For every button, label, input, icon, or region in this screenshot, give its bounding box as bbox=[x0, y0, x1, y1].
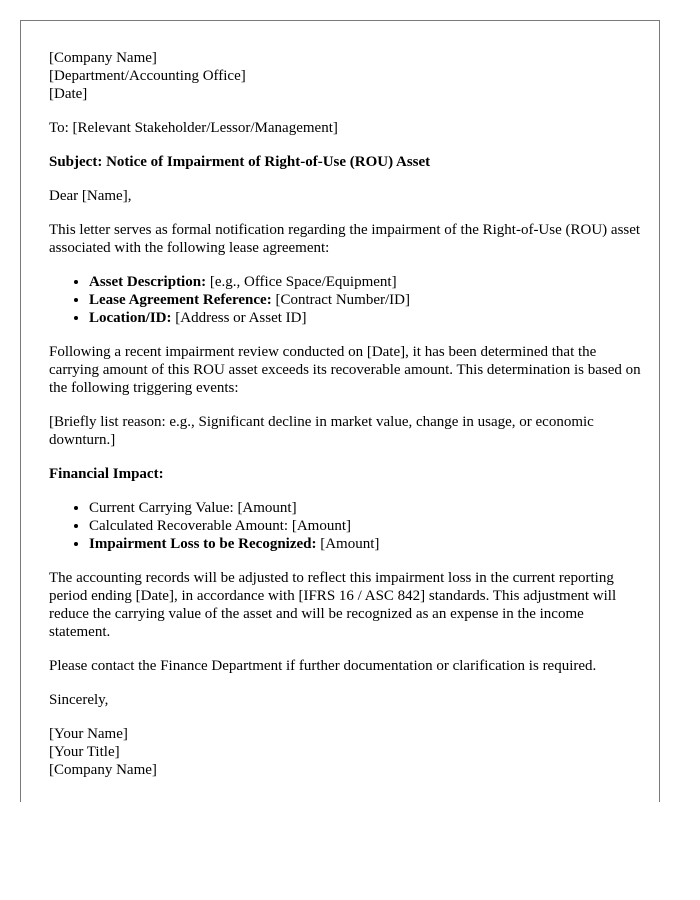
lease-reference-value: [Contract Number/ID] bbox=[271, 292, 410, 308]
review-paragraph: Following a recent impairment review conducted on [Date], it has been determined that the carrying amount of this ROU asset exceeds its recoverable amount. This determination is based on the following triggering events: bbox=[49, 344, 641, 396]
signature-block bbox=[49, 725, 645, 779]
impairment-loss-label: Impairment Loss to be Recognized: bbox=[89, 536, 317, 552]
list-item bbox=[89, 309, 645, 327]
financial-list bbox=[49, 499, 645, 553]
location-value: [Address or Asset ID] bbox=[171, 310, 307, 326]
department: [Department/Accounting Office] bbox=[49, 68, 246, 84]
letter-page bbox=[20, 20, 660, 802]
lease-reference-label: Lease Agreement Reference: bbox=[89, 292, 272, 308]
intro-paragraph: This letter serves as formal notification regarding the impairment of the Right-of-Use (ROU) asset associated with the following lease agreement: bbox=[49, 222, 641, 256]
company-name: [Company Name] bbox=[49, 50, 157, 66]
financial-impact-heading: Financial Impact: bbox=[49, 466, 164, 482]
letter-header bbox=[49, 49, 645, 103]
signer-title: [Your Title] bbox=[49, 744, 120, 760]
signer-company: [Company Name] bbox=[49, 762, 157, 778]
list-item bbox=[89, 291, 645, 309]
asset-description-label: Asset Description: bbox=[89, 274, 207, 290]
letter-content bbox=[49, 49, 645, 779]
carrying-value: Current Carrying Value: [Amount] bbox=[89, 500, 297, 516]
contact-paragraph: Please contact the Finance Department if further documentation or clarification is required. bbox=[49, 658, 597, 674]
closing: Sincerely, bbox=[49, 692, 109, 708]
reason-paragraph: [Briefly list reason: e.g., Significant decline in market value, change in usage, or economic downturn.] bbox=[49, 414, 594, 448]
list-item bbox=[89, 535, 645, 553]
list-item bbox=[89, 273, 645, 291]
recipient-line: To: [Relevant Stakeholder/Lessor/Management] bbox=[49, 120, 338, 136]
letter-date: [Date] bbox=[49, 86, 88, 102]
list-item bbox=[89, 499, 645, 517]
asset-list bbox=[49, 273, 645, 327]
salutation: Dear [Name], bbox=[49, 188, 132, 204]
recoverable-amount: Calculated Recoverable Amount: [Amount] bbox=[89, 518, 352, 534]
asset-description-value: [e.g., Office Space/Equipment] bbox=[206, 274, 397, 290]
list-item bbox=[89, 517, 645, 535]
subject-line: Subject: Notice of Impairment of Right-of-Use (ROU) Asset bbox=[49, 154, 431, 170]
signer-name: [Your Name] bbox=[49, 726, 128, 742]
impairment-loss-value: [Amount] bbox=[316, 536, 380, 552]
location-label: Location/ID: bbox=[89, 310, 172, 326]
adjustment-paragraph: The accounting records will be adjusted to reflect this impairment loss in the current reporting period ending [Date], in accordance with [IFRS 16 / ASC 842] standards. This adjustment will reduce the carrying value of the asset and will be recognized as an expense in the income statement. bbox=[49, 570, 617, 640]
